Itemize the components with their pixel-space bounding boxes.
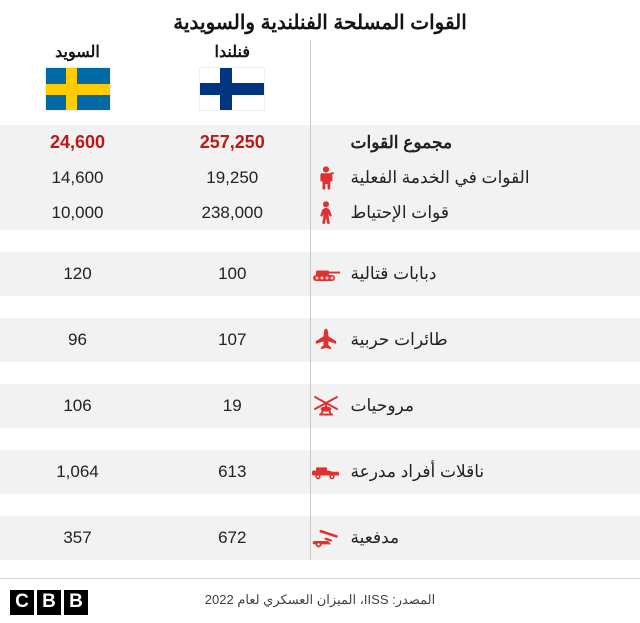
spacer-row [0,230,640,252]
row-label-cell [310,384,640,428]
row-label: ناقلات أفراد مدرعة [350,462,485,481]
header-label-spacer [310,66,640,125]
table-row [0,125,640,160]
sweden-flag-cell [0,66,155,125]
artillery-icon [311,525,341,551]
bbc-logo-letter-1: B [64,590,88,615]
row-value-sweden: 1,064 [56,462,99,481]
row-value-finland: 672 [218,528,247,547]
table-row [0,160,640,195]
row-value-sweden: 106 [63,396,92,415]
source-note: المصدر: IISS، الميزان العسكري لعام 2022 [204,592,436,607]
bbc-logo-letter-3: C [10,590,34,615]
soldier-icon [311,165,341,191]
header-sweden: السويد [55,44,100,61]
row-value-sweden: 120 [63,264,92,283]
row-label-cell [310,318,640,362]
reservist-icon [311,200,341,226]
row-label: طائرات حربية [350,330,448,349]
table-row [0,450,640,494]
table-row [0,516,640,560]
table-row [0,252,640,296]
spacer-label [310,296,640,318]
row-label: القوات في الخدمة الفعلية [350,167,530,187]
table-header [0,40,640,125]
table-row [0,318,640,362]
sweden-flag-horizontal-bar [46,84,110,95]
row-value-sweden: 24,600 [49,132,106,152]
row-value-sweden: 10,000 [51,202,104,222]
row-value-finland: 613 [218,462,247,481]
bbc-logo [10,590,88,615]
helicopter-icon [311,393,341,419]
row-label-cell [310,160,640,195]
spacer-row [0,428,640,450]
finland-flag-horizontal-bar [200,83,264,95]
row-label: مجموع القوات [350,132,453,152]
sweden-flag [46,68,110,110]
row-value-sweden: 96 [68,330,87,349]
finland-flag-cell [155,66,310,125]
row-label: مدفعية [350,528,400,547]
spacer-label [310,494,640,516]
row-value-finland: 257,250 [199,132,265,152]
row-label: قوات الإحتياط [350,202,449,222]
row-label: دبابات قتالية [350,264,437,283]
spacer-row [0,296,640,318]
bbc-logo-letter-2: B [37,590,61,615]
spacer-row [0,362,640,384]
row-label-cell [310,450,640,494]
row-value-finland: 107 [218,330,247,349]
blank-icon [311,130,341,156]
spacer-label [310,428,640,450]
row-value-finland: 100 [218,264,247,283]
table-row [0,195,640,230]
apc-icon [311,459,341,485]
row-label: مروحيات [350,396,415,415]
spacer-row [0,494,640,516]
finland-flag [200,68,264,110]
table-row [0,384,640,428]
spacer-label [310,362,640,384]
row-value-sweden: 14,600 [51,167,104,187]
row-label-cell [310,195,640,230]
header-label-column [310,40,640,66]
row-label-cell [310,252,640,296]
row-value-finland: 238,000 [201,202,263,222]
comparison-table [0,40,640,560]
fighter-jet-icon [311,327,341,353]
header-finland: فنلندا [214,44,250,61]
row-value-finland: 19 [222,396,242,415]
row-label-cell [310,516,640,560]
tank-icon [311,261,341,287]
page-title: القوات المسلحة الفنلندية والسويدية [173,12,467,34]
footer [0,578,640,623]
table-body [0,125,640,560]
row-label-cell [310,125,640,160]
row-value-finland: 19,250 [206,167,259,187]
row-value-sweden: 357 [63,528,92,547]
spacer-label [310,230,640,252]
